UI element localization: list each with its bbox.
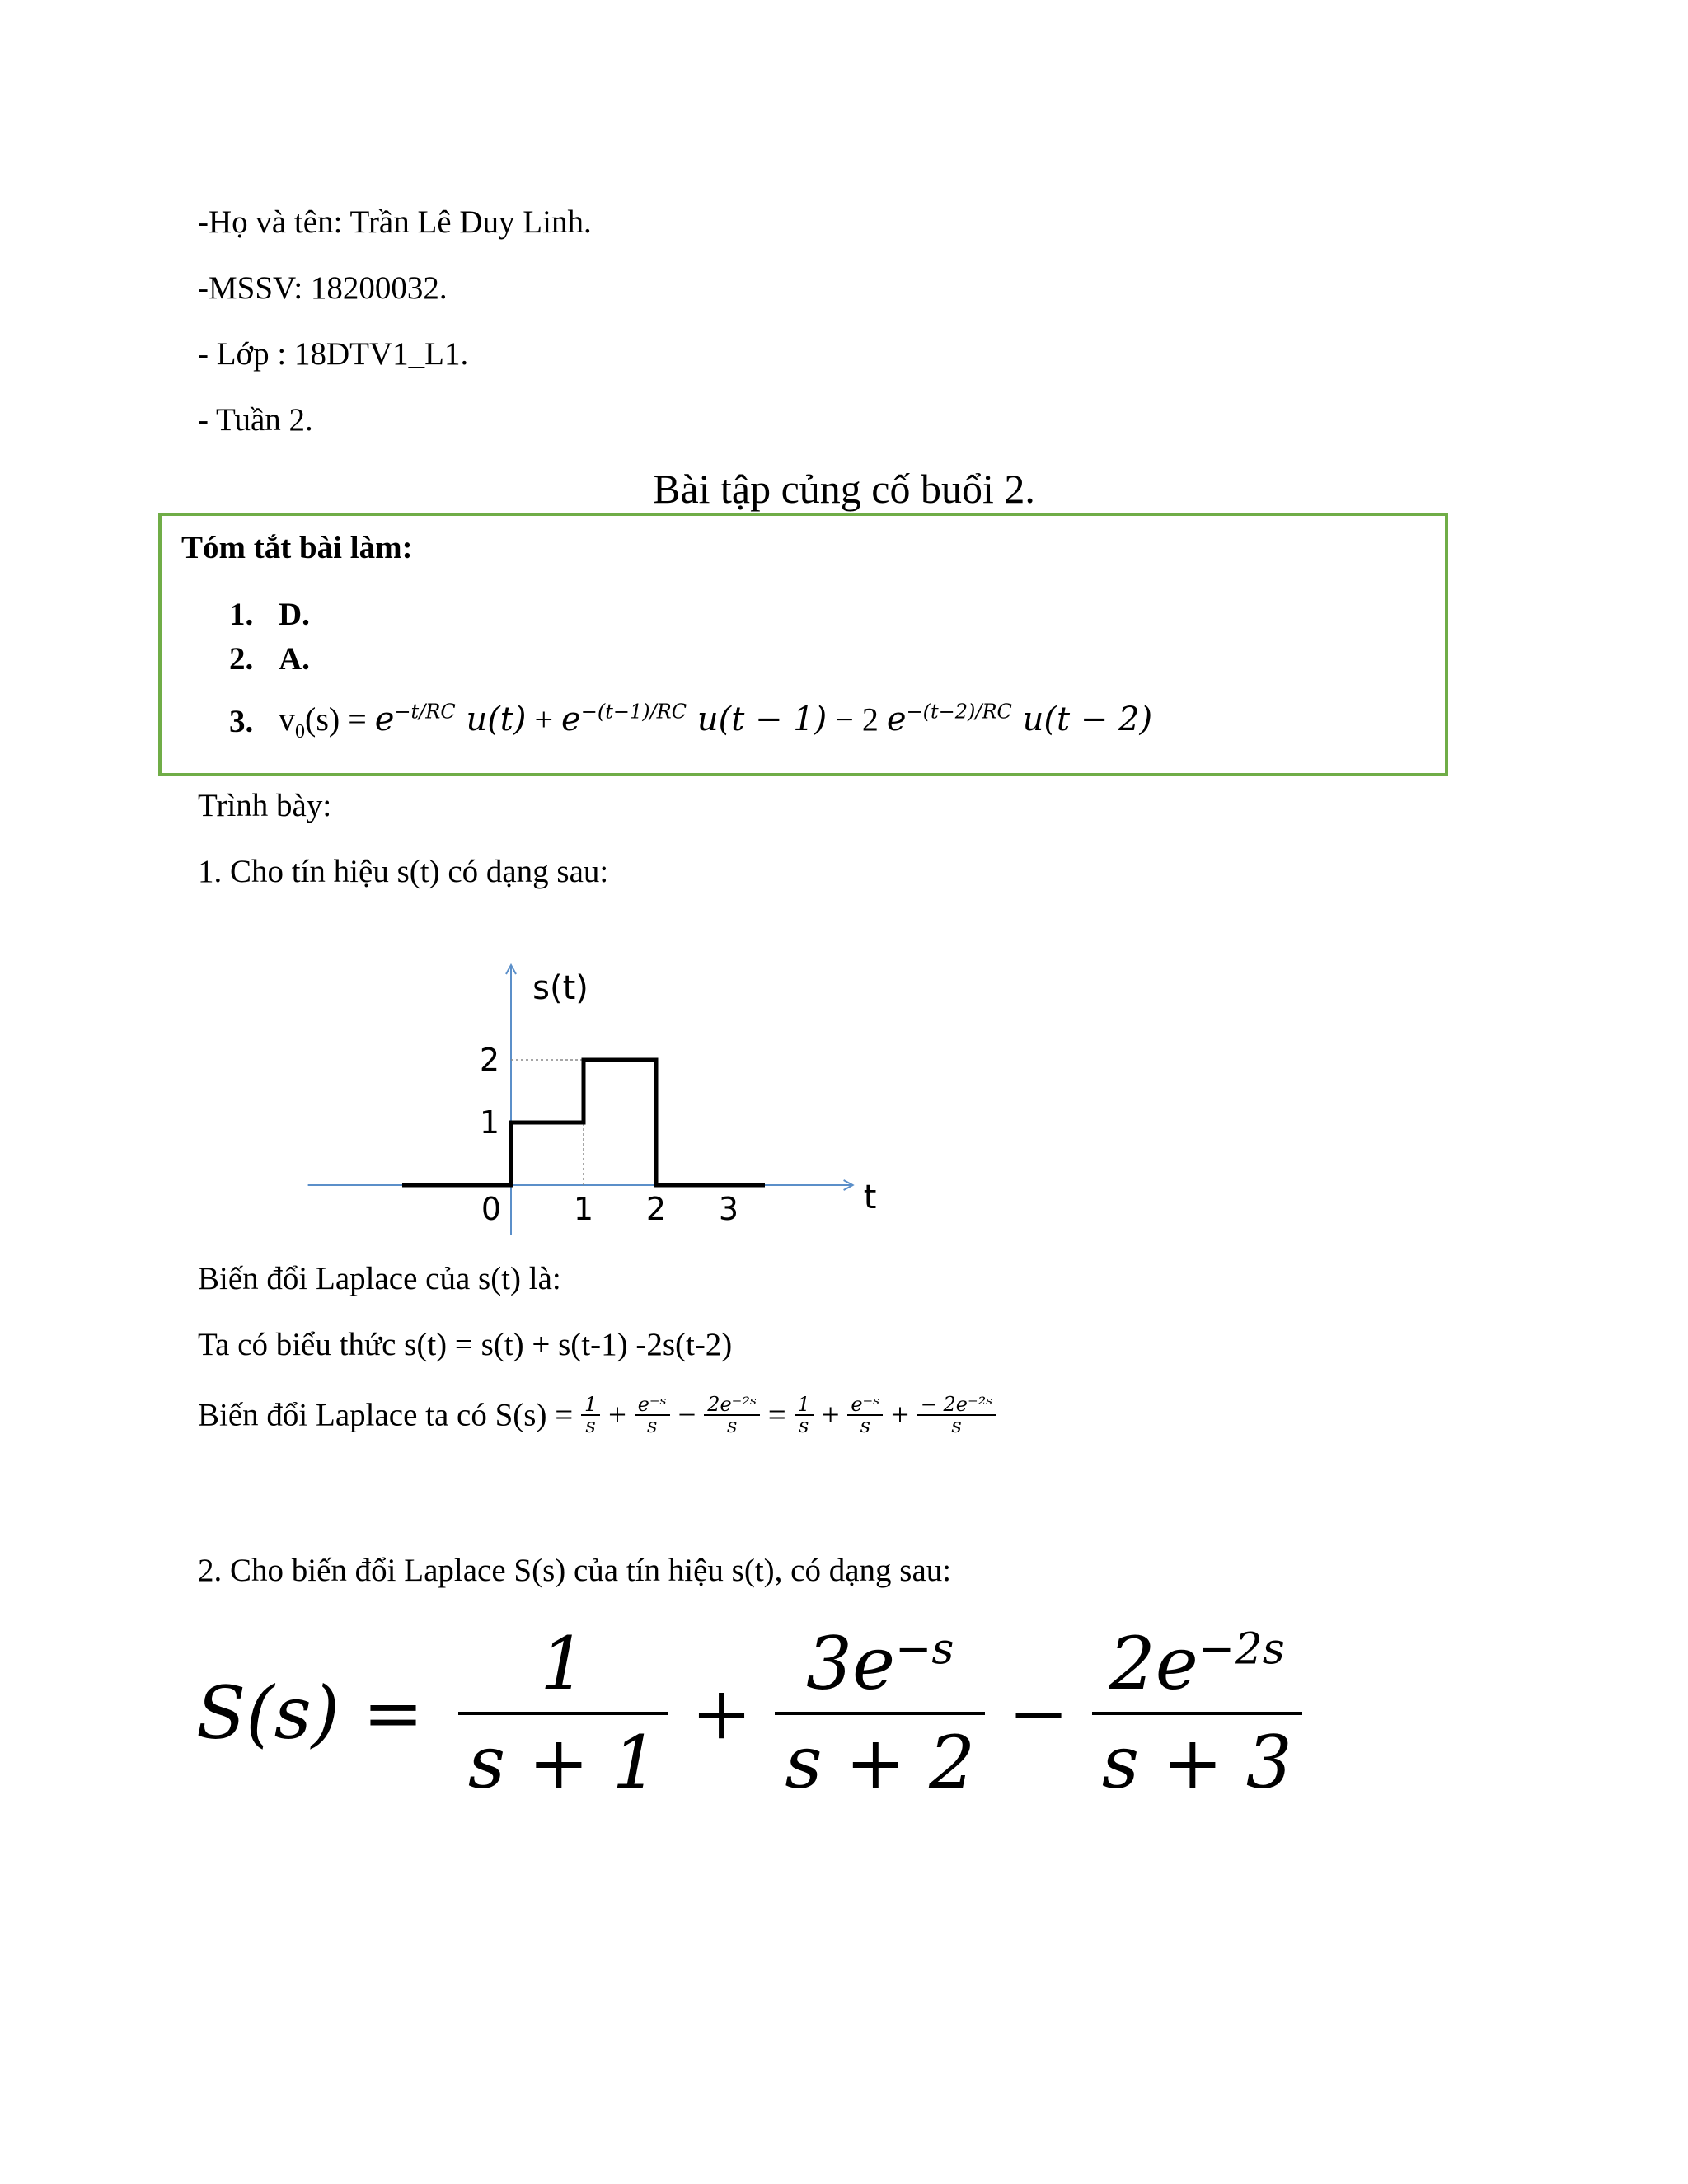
big-eq-frac-1: $\frac{1}{s + 1}$: [458, 1628, 668, 1799]
big-eq-lhs: S(s) =: [196, 1671, 424, 1755]
big-eq-frac-3: $\frac{2e^{-2s}}{s + 3}$: [1092, 1628, 1302, 1799]
summary-item-2-number: 2.: [229, 641, 254, 677]
y-tick-label: 1: [479, 1104, 500, 1141]
laplace-of-label: Biến đổi Laplace của s(t) là:: [198, 1261, 561, 1296]
formula-term2: $e^{-(t-1)/RC}$ u(t − 1): [561, 701, 828, 739]
x-axis-label: t: [863, 1179, 877, 1216]
big-eq-frac-2: $\frac{3e^{-s}}{s + 2}$: [775, 1628, 985, 1799]
y-axis-label: s(t): [532, 969, 588, 1007]
signal-chart: [305, 948, 882, 1244]
expression-line: Ta có biểu thức s(t) = s(t) + s(t-1) -2s(t-2): [198, 1327, 733, 1362]
summary-item-1-number: 1.: [229, 597, 254, 632]
summary-item-2-answer: A.: [279, 641, 310, 677]
student-name: -Họ và tên: Trần Lê Duy Linh.: [198, 204, 592, 240]
plus-sign: +: [821, 1397, 840, 1433]
laplace-frac-4: $\frac{1}{s}$: [795, 1394, 814, 1436]
formula-plus: +: [534, 701, 554, 738]
x-tick-label: 2: [645, 1191, 667, 1227]
summary-item-3-formula: [279, 702, 1152, 742]
equals-sign: =: [767, 1397, 786, 1433]
laplace-prefix: Biến đổi Laplace ta có S(s) =: [198, 1397, 574, 1433]
plus-sign: +: [891, 1397, 910, 1433]
x-tick-label: 1: [573, 1191, 594, 1227]
big-eq-minus: −: [1008, 1671, 1069, 1755]
y-tick-label: 2: [479, 1042, 500, 1078]
signal-series-line: [402, 1060, 765, 1185]
formula-term3: $e^{-(t-2)/RC}$ u(t − 2): [886, 701, 1153, 739]
plus-sign: +: [607, 1397, 626, 1433]
question-1: 1. Cho tín hiệu s(t) có dạng sau:: [198, 854, 609, 889]
page-title: Bài tập củng cố buổi 2.: [653, 466, 1035, 512]
presentation-label: Trình bày:: [198, 788, 332, 823]
x-tick-label: 0: [481, 1191, 502, 1227]
week-line: - Tuần 2.: [198, 402, 313, 438]
question-2: 2. Cho biến đổi Laplace S(s) của tín hiệu s(t), có dạng sau:: [198, 1553, 952, 1588]
laplace-frac-2: $\frac{\text{e⁻ˢ}}{s}$: [635, 1394, 670, 1436]
big-eq-plus: +: [691, 1671, 753, 1755]
laplace-frac-3: $\frac{\text{2e⁻²ˢ}}{s}$: [704, 1394, 760, 1436]
laplace-result-line: [198, 1394, 996, 1436]
laplace-frac-6: $\frac{\text{− 2e⁻²ˢ}}{s}$: [917, 1394, 996, 1436]
laplace-frac-5: $\frac{\text{e⁻ˢ}}{s}$: [847, 1394, 883, 1436]
x-tick-label: 3: [718, 1191, 739, 1227]
summary-heading: Tóm tắt bài làm:: [181, 530, 413, 565]
formula-minus: − 2: [835, 701, 879, 738]
big-laplace-equation: [196, 1621, 1302, 1805]
formula-lhs: $v_0(s)$ =: [279, 701, 367, 743]
minus-sign: −: [678, 1397, 696, 1433]
student-id: -MSSV: 18200032.: [198, 270, 448, 306]
summary-item-1-answer: D.: [279, 597, 310, 632]
class-line: - Lớp : 18DTV1_L1.: [198, 336, 469, 372]
summary-item-3-number: 3.: [229, 704, 254, 739]
laplace-frac-1: $\frac{1}{s}$: [581, 1394, 600, 1436]
formula-term1: $e^{-t/RC}$ u(t): [374, 701, 527, 739]
